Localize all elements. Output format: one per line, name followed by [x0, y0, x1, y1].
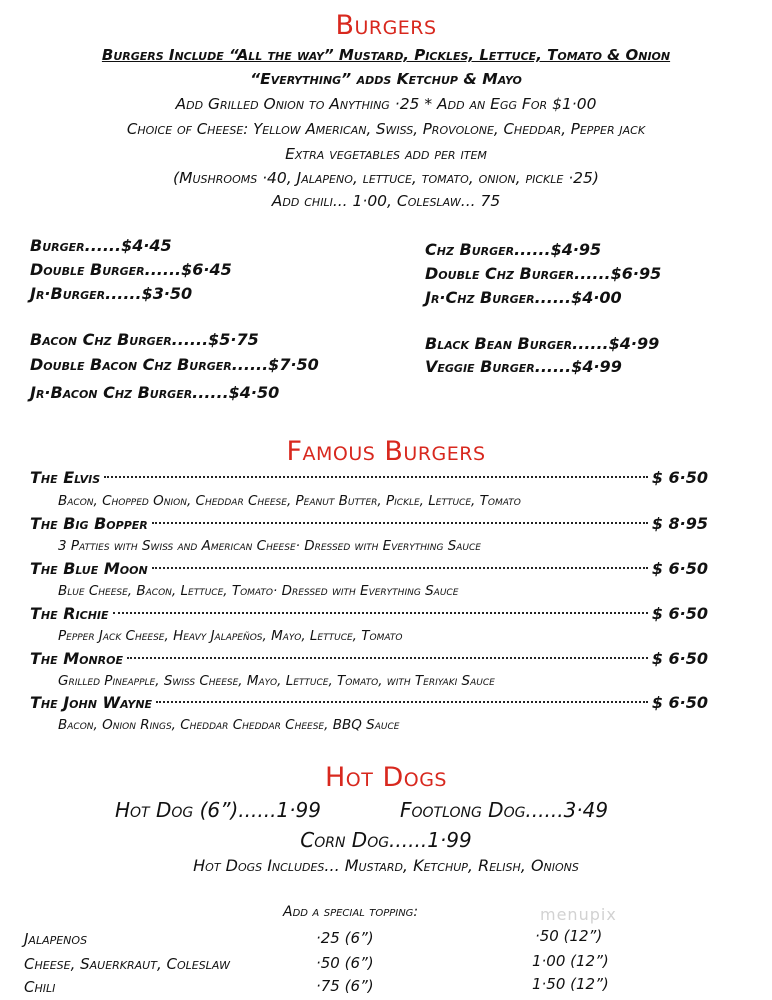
famous-item-row [30, 604, 708, 626]
famous-item-name: The Monroe [30, 649, 124, 668]
famous-item-name: The Big Bopper [30, 514, 148, 533]
menu-item: Black Bean Burger......$4·99 [425, 334, 660, 353]
cheese-choice-line: Choice of Cheese: Yellow American, Swiss, Provolone, Cheddar, Pepper jack [126, 120, 646, 138]
menu-item: Double Chz Burger......$6·95 [425, 264, 662, 283]
famous-item-price: $ 6·50 [651, 604, 708, 623]
famous-item-price: $ 6·50 [651, 559, 708, 578]
famous-item-name: The Richie [30, 604, 109, 623]
add-ons-line: Add Grilled Onion to Anything ·25 * Add an Egg For $1·00 [175, 95, 597, 113]
burgers-title: Burgers [335, 10, 437, 41]
menu-item: Double Burger......$6·45 [30, 260, 232, 279]
menu-item: Chz Burger......$4·95 [425, 240, 602, 259]
famous-item-price: $ 6·50 [651, 468, 708, 487]
topping-name: Chili [24, 978, 56, 996]
famous-item-desc: Bacon, Chopped Onion, Cheddar Cheese, Peanut Butter, Pickle, Lettuce, Tomato [58, 493, 521, 509]
watermark: menupix [540, 905, 617, 924]
famous-item-row [30, 649, 708, 671]
menu-item: Jr·Chz Burger......$4·00 [425, 288, 622, 307]
burgers-includes-line: Burgers Include “All the way” Mustard, Pickles, Lettuce, Tomato & Onion [101, 46, 671, 64]
topping-price-6: ·50 (6”) [316, 954, 374, 972]
dot-leader [127, 657, 648, 659]
topping-name: Jalapenos [24, 930, 88, 948]
topping-header: Add a special topping: [283, 904, 419, 920]
menu-item: Bacon Chz Burger......$5·75 [30, 330, 259, 349]
everything-line: “Everything” adds Ketchup & Mayo [250, 70, 522, 88]
famous-item-row [30, 468, 708, 490]
topping-price-6: ·75 (6”) [316, 977, 374, 995]
dot-leader [152, 567, 648, 569]
famous-item-row [30, 693, 708, 715]
famous-item-name: The Blue Moon [30, 559, 148, 578]
topping-price-6: ·25 (6”) [316, 929, 374, 947]
corn-dog-item: Corn Dog......1·99 [300, 828, 472, 852]
topping-name: Cheese, Sauerkraut, Coleslaw [24, 955, 231, 973]
famous-item-name: The John Wayne [30, 693, 153, 712]
menu-item: Veggie Burger......$4·99 [425, 357, 622, 376]
famous-item-desc: 3 Patties with Swiss and American Cheese· Dressed with Everything Sauce [58, 538, 481, 554]
menu-item: Jr·Burger......$3·50 [30, 284, 193, 303]
dot-leader [113, 612, 648, 614]
footlong-item: Footlong Dog......3·49 [400, 798, 609, 822]
hot-dogs-title: Hot Dogs [325, 762, 447, 793]
dot-leader [104, 476, 648, 478]
famous-item-desc: Blue Cheese, Bacon, Lettuce, Tomato· Dressed with Everything Sauce [58, 583, 459, 599]
famous-item-price: $ 8·95 [651, 514, 708, 533]
dot-leader [156, 701, 648, 703]
hot-dog-includes: Hot Dogs Includes... Mustard, Ketchup, Relish, Onions [193, 856, 579, 875]
extra-veg-line: Extra vegetables add per item [285, 145, 487, 163]
famous-item-desc: Grilled Pineapple, Swiss Cheese, Mayo, Lettuce, Tomato, with Teriyaki Sauce [58, 673, 495, 689]
famous-item-row [30, 514, 708, 536]
veg-prices-line: (Mushrooms ·40, Jalapeno, lettuce, tomato, onion, pickle ·25) [173, 169, 599, 187]
famous-item-row [30, 559, 708, 581]
menu-item: Burger......$4·45 [30, 236, 172, 255]
menu-item: Double Bacon Chz Burger......$7·50 [30, 355, 319, 374]
menu-item: Jr·Bacon Chz Burger......$4·50 [30, 383, 280, 402]
topping-price-12: 1·50 (12”) [532, 975, 609, 993]
famous-burgers-title: Famous Burgers [286, 436, 486, 467]
famous-item-name: The Elvis [30, 468, 101, 487]
chili-coleslaw-line: Add chili... 1·00, Coleslaw... 75 [271, 192, 501, 210]
hot-dog-item: Hot Dog (6”)......1·99 [115, 798, 321, 822]
famous-item-price: $ 6·50 [651, 693, 708, 712]
topping-price-12: ·50 (12”) [535, 927, 603, 945]
famous-item-desc: Pepper Jack Cheese, Heavy Jalapeños, Mayo, Lettuce, Tomato [58, 628, 403, 644]
famous-item-price: $ 6·50 [651, 649, 708, 668]
famous-item-desc: Bacon, Onion Rings, Cheddar Cheddar Cheese, BBQ Sauce [58, 717, 400, 733]
dot-leader [152, 522, 648, 524]
topping-price-12: 1·00 (12”) [532, 952, 609, 970]
